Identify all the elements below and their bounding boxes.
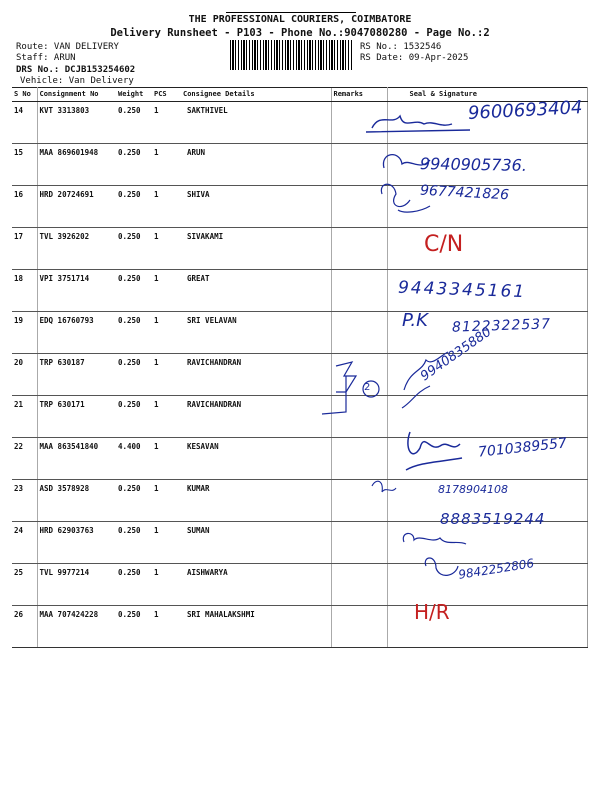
- row-pcs: 1: [152, 270, 181, 312]
- signature-scribble-23: [372, 481, 396, 492]
- col-consignment: Consignment No: [37, 88, 116, 102]
- handwritten-phone-19: 8122322537: [451, 316, 552, 336]
- row-consignee: SRI MAHALAKSHMI: [181, 606, 331, 648]
- col-pcs: PCS: [152, 88, 181, 102]
- row-weight: 0.250: [116, 102, 152, 144]
- row-weight: 4.400: [116, 438, 152, 480]
- handwritten-phone-15: 9940905736.: [419, 154, 528, 175]
- handwritten-phone-20: 9940835880: [418, 324, 495, 385]
- row-pcs: 1: [152, 606, 181, 648]
- row-consignee: SIVAKAMI: [181, 228, 331, 270]
- col-signature: Seal & Signature: [387, 88, 587, 102]
- row-consignee: KESAVAN: [181, 438, 331, 480]
- handwritten-remark-17: C/N: [424, 232, 464, 257]
- row-sno: 21: [12, 396, 37, 438]
- handwritten-remark-26: H/R: [414, 600, 450, 624]
- row-consignee: SAKTHIVEL: [181, 102, 331, 144]
- row-sno: 14: [12, 102, 37, 144]
- row-sno: 20: [12, 354, 37, 396]
- route-label: Route: VAN DELIVERY: [16, 42, 119, 52]
- remark-bracket-mark: [322, 362, 356, 414]
- row-consignment: TVL 9977214: [37, 564, 116, 606]
- row-weight: 0.250: [116, 354, 152, 396]
- signature-scribble-24: [403, 533, 466, 544]
- row-pcs: 1: [152, 564, 181, 606]
- signature-scribble-22: [406, 432, 462, 470]
- row-consignee: SRI VELAVAN: [181, 312, 331, 354]
- row-sno: 26: [12, 606, 37, 648]
- row-pcs: 1: [152, 480, 181, 522]
- row-consignee: RAVICHANDRAN: [181, 354, 331, 396]
- row-weight: 0.250: [116, 396, 152, 438]
- drs-label: DRS No.: DCJB153254602: [16, 65, 136, 75]
- handwritten-phone-18: 9443345161: [397, 277, 527, 303]
- row-consignment: KVT 3313803: [37, 102, 116, 144]
- row-consignee: SHIVA: [181, 186, 331, 228]
- company-name: THE PROFESSIONAL COURIERS, COIMBATORE: [188, 14, 412, 25]
- handwritten-signature-19: P.K: [402, 310, 428, 331]
- row-sno: 15: [12, 144, 37, 186]
- row-consignment: HRD 62903763: [37, 522, 116, 564]
- row-sno: 25: [12, 564, 37, 606]
- row-sno: 22: [12, 438, 37, 480]
- row-consignee: SUMAN: [181, 522, 331, 564]
- row-weight: 0.250: [116, 186, 152, 228]
- row-consignee: AISHWARYA: [181, 564, 331, 606]
- row-weight: 0.250: [116, 480, 152, 522]
- remark-circle-number: 2: [364, 382, 371, 393]
- row-consignment: MAA 707424228: [37, 606, 116, 648]
- row-pcs: 1: [152, 186, 181, 228]
- row-pcs: 1: [152, 228, 181, 270]
- rs-number: RS No.: 1532546: [360, 42, 442, 52]
- row-consignee: KUMAR: [181, 480, 331, 522]
- row-consignment: ASD 3578928: [37, 480, 116, 522]
- row-consignee: GREAT: [181, 270, 331, 312]
- row-consignment: VPI 3751714: [37, 270, 116, 312]
- row-consignment: MAA 869601948: [37, 144, 116, 186]
- col-sno: S No: [12, 88, 37, 102]
- rs-date: RS Date: 09-Apr-2025: [360, 53, 469, 63]
- row-pcs: 1: [152, 144, 181, 186]
- row-weight: 0.250: [116, 564, 152, 606]
- handwritten-phone-24: 8883519244: [440, 510, 546, 528]
- row-pcs: 1: [152, 396, 181, 438]
- row-sno: 23: [12, 480, 37, 522]
- row-sno: 24: [12, 522, 37, 564]
- row-consignee: ARUN: [181, 144, 331, 186]
- row-consignment: TRP 630187: [37, 354, 116, 396]
- row-pcs: 1: [152, 438, 181, 480]
- col-weight: Weight: [116, 88, 152, 102]
- row-weight: 0.250: [116, 270, 152, 312]
- handwritten-phone-14: 9600693404: [467, 97, 584, 124]
- vehicle-label: Vehicle: Van Delivery: [20, 76, 134, 86]
- row-weight: 0.250: [116, 144, 152, 186]
- handwritten-phone-25: 9842252806: [457, 556, 535, 582]
- row-consignment: TRP 630171: [37, 396, 116, 438]
- signature-scribble-14: [366, 116, 470, 132]
- row-sno: 19: [12, 312, 37, 354]
- row-weight: 0.250: [116, 606, 152, 648]
- row-pcs: 1: [152, 102, 181, 144]
- row-consignee: RAVICHANDRAN: [181, 396, 331, 438]
- signature-scribble-25: [425, 558, 458, 575]
- staff-label: Staff: ARUN: [16, 53, 76, 63]
- row-weight: 0.250: [116, 228, 152, 270]
- row-pcs: 1: [152, 312, 181, 354]
- row-weight: 0.250: [116, 522, 152, 564]
- col-remarks: Remarks: [331, 88, 387, 102]
- row-consignment: TVL 3926202: [37, 228, 116, 270]
- row-pcs: 1: [152, 354, 181, 396]
- row-consignment: HRD 20724691: [37, 186, 116, 228]
- handwritten-phone-16: 9677421826: [419, 182, 510, 204]
- row-weight: 0.250: [116, 312, 152, 354]
- handwritten-phone-22: 7010389557: [477, 435, 568, 461]
- row-pcs: 1: [152, 522, 181, 564]
- row-sno: 18: [12, 270, 37, 312]
- handwritten-phone-23: 8178904108: [438, 483, 508, 496]
- row-sno: 16: [12, 186, 37, 228]
- row-sno: 17: [12, 228, 37, 270]
- row-consignment: MAA 863541840: [37, 438, 116, 480]
- row-consignment: EDQ 16760793: [37, 312, 116, 354]
- col-consignee: Consignee Details: [181, 88, 331, 102]
- runsheet-title: Delivery Runsheet - P103 - Phone No.:9047080280 - Page No.:2: [110, 27, 490, 39]
